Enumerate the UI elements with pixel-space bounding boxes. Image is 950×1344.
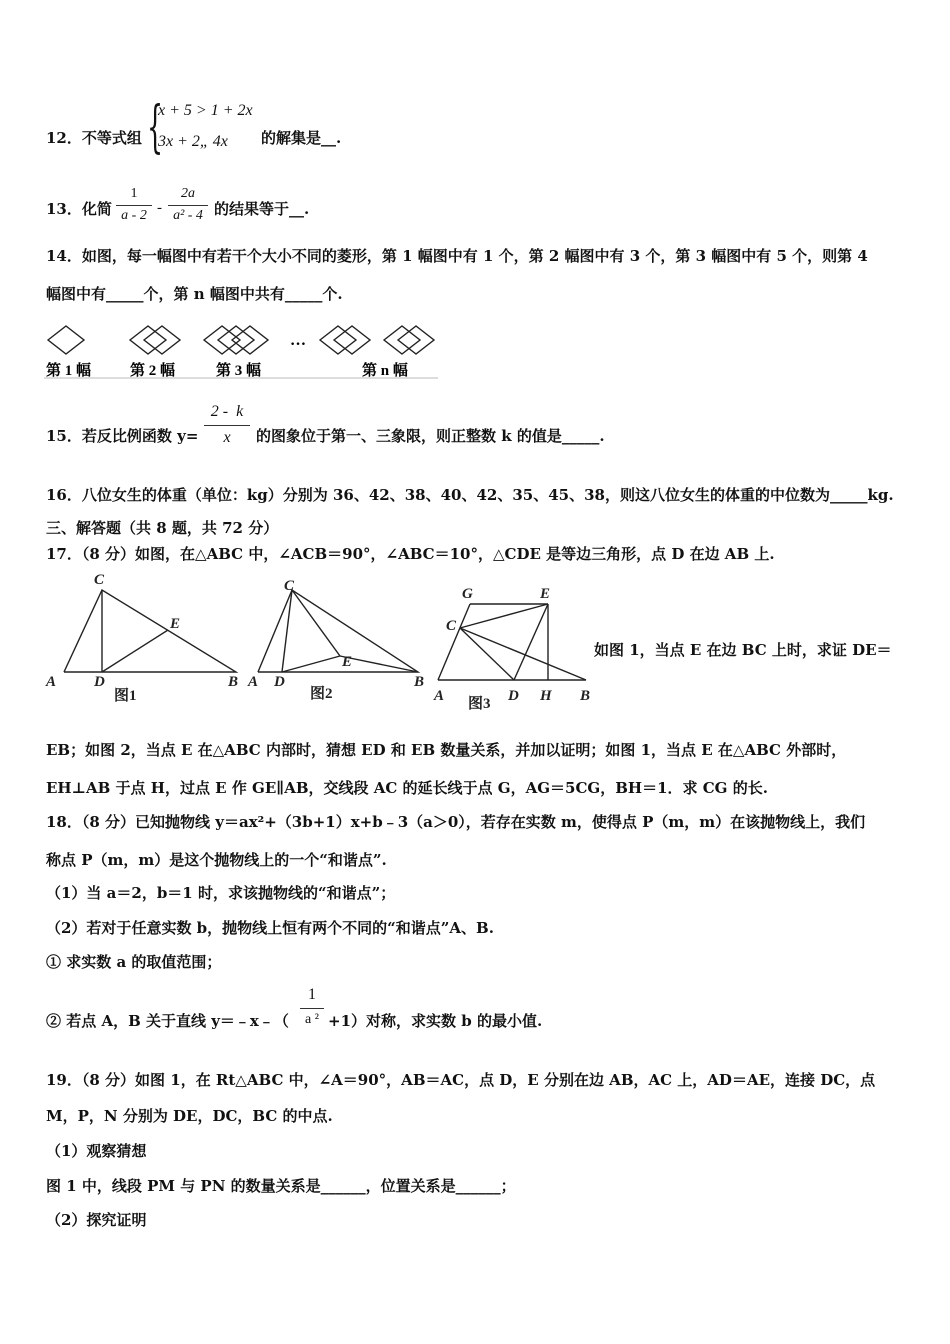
q15-den: x [223,429,231,446]
q15-suffix: 的图象位于第一、三象限，则正整数 k 的值是_____. [256,427,605,445]
fig3-segment-cb [460,628,586,680]
q12-line1: x + 5 > 1 + 2x [158,102,253,119]
q18-sub2b-den: a ² [305,1012,319,1027]
q12-brace: { [147,95,164,160]
q13-frac1-num: 1 [130,186,138,201]
fig3-caption: 图3 [468,696,491,712]
q17-figures [40,568,600,712]
q14-label-3: 第 3 幅 [216,363,262,379]
q15-bar [204,425,250,426]
q16-text: 16．八位女生的体重（单位：kg）分别为 36、42、38、40、42、35、45、38，则这八位女生的体重的中位数为_____kg. [46,486,894,504]
fig1-label-b: B [228,674,239,690]
q17-side-text: 如图 1，当点 E 在边 BC 上时，求证 DE＝ [594,641,892,659]
rhombus-fign-d [398,326,434,354]
q17-line1: 17．（8 分）如图，在△ABC 中，∠ACB＝90°，∠ABC＝10°，△CDE 是等边三角形，点 D 在边 AB 上. [46,545,775,563]
q18-line2: 称点 P（m，m）是这个抛物线上的一个“和谐点”. [46,851,387,869]
rhombus-fig3-b [218,326,254,354]
fig3-segment-de [514,604,548,680]
q12-line2: 3x + 2„ 4x [158,133,228,150]
q13-minus: - [157,200,162,216]
q14-label-2: 第 2 幅 [130,363,176,379]
fig1-label-e: E [170,616,181,632]
section3-title: 三、解答题（共 8 题，共 72 分） [46,519,279,537]
q18-sub2b-suffix: +1）对称，求实数 b 的最小值. [328,1012,543,1030]
fig2-label-c: C [284,578,295,594]
fig2-segment-de [282,656,340,672]
fig3-label-h: H [540,688,552,704]
fig1-label-c: C [94,572,105,588]
q18-sub2b-num: 1 [308,986,316,1003]
q14-label-1: 第 1 幅 [46,363,92,379]
fig2-label-d: D [274,674,285,690]
fig3-segment-cd [460,628,514,680]
q18-sub2: （2）若对于任意实数 b，抛物线上恒有两个不同的“和谐点”A、B. [46,919,494,937]
q19-line1: 19．（8 分）如图 1，在 Rt△ABC 中，∠A＝90°，AB＝AC，点 D，E 分别在边 AB，AC 上，AD＝AE，连接 DC，点 [46,1071,876,1089]
q14-label-n: 第 n 幅 [362,363,408,379]
q15-num: 2 - k [210,403,244,420]
q13-frac1-den: a - 2 [121,208,147,223]
q15-prefix: 15．若反比例函数 y= [46,427,199,445]
q18-sub1: （1）当 a＝2，b＝1 时，求该抛物线的“和谐点”； [46,884,396,902]
rhombus-fign-b [334,326,370,354]
rhombus-fig1 [48,326,84,354]
q13-frac1-bar [116,205,152,206]
q14-ellipsis: … [290,332,306,349]
q13-prefix: 13．化简 [46,200,112,218]
q17-line4: EH⊥AB 于点 H，过点 E 作 GE∥AB，交线段 AC 的延长线于点 G，AG＝5CG，BH＝1．求 CG 的长. [46,779,768,797]
fig2-segment-ce [292,590,340,656]
fig2-triangle-abc [258,590,418,672]
q13-frac2-bar [168,205,208,206]
fig3-label-e: E [540,586,551,602]
q19-sub2: （2）探究证明 [46,1211,147,1229]
fig2-label-e: E [342,654,353,670]
q19-sub1: （1）观察猜想 [46,1142,147,1160]
q19-line2: M，P，N 分别为 DE，DC，BC 的中点. [46,1107,333,1125]
q13-suffix: 的结果等于__. [214,200,310,218]
fig3-label-c: C [446,618,457,634]
fig3-segment-ag [438,604,470,680]
q14-line1: 14．如图，每一幅图中有若干个大小不同的菱形，第 1 幅图中有 1 个，第 2 幅图中有 3 个，第 3 幅图中有 5 个，则第 4 [46,247,868,265]
q18-line1: 18．（8 分）已知抛物线 y＝ax²+（3b+1）x+b﹣3（a＞0），若存在实数 m，使得点 P（m，m）在该抛物线上，我们 [46,813,866,831]
q18-sub2a: ① 求实数 a 的取值范围； [46,953,222,971]
rhombus-fign-a [320,326,356,354]
fig3-label-a: A [434,688,445,704]
fig3-label-b: B [580,688,591,704]
rhombus-fig2-b [144,326,180,354]
q14-rhombus-figure [44,318,440,382]
rhombus-fig2-a [130,326,166,354]
fig1-triangle-abc [64,590,236,672]
fig1-label-a: A [46,674,57,690]
rhombus-fig3-c [232,326,268,354]
q12-prefix: 12．不等式组 [46,129,142,147]
rhombus-fig3-a [204,326,240,354]
q17-line3: EB；如图 2，当点 E 在△ABC 内部时，猜想 ED 和 EB 数量关系，并加以证明；如图 1，当点 E 在△ABC 外部时， [46,741,847,759]
fig2-label-b: B [414,674,425,690]
q18-sub2b-prefix: ② 若点 A，B 关于直线 y＝﹣x﹣（ [46,1012,289,1030]
fig3-segment-ce [460,604,548,628]
q14-line2: 幅图中有_____个，第 n 幅图中共有_____个. [46,285,343,303]
fig1-caption: 图1 [114,688,137,704]
q18-sub2b-bar [300,1008,324,1009]
fig2-label-a: A [248,674,259,690]
rhombus-fign-c [384,326,420,354]
fig1-label-d: D [94,674,105,690]
q12-suffix: 的解集是__. [261,129,342,147]
fig1-segment-de [102,630,168,672]
q19-sub1-text: 图 1 中，线段 PM 与 PN 的数量关系是______，位置关系是______； [46,1177,516,1195]
q13-frac2-den: a² - 4 [173,208,203,223]
fig3-label-d: D [508,688,519,704]
fig2-caption: 图2 [310,686,333,702]
q13-frac2-num: 2a [181,186,195,201]
fig3-label-g: G [462,586,473,602]
